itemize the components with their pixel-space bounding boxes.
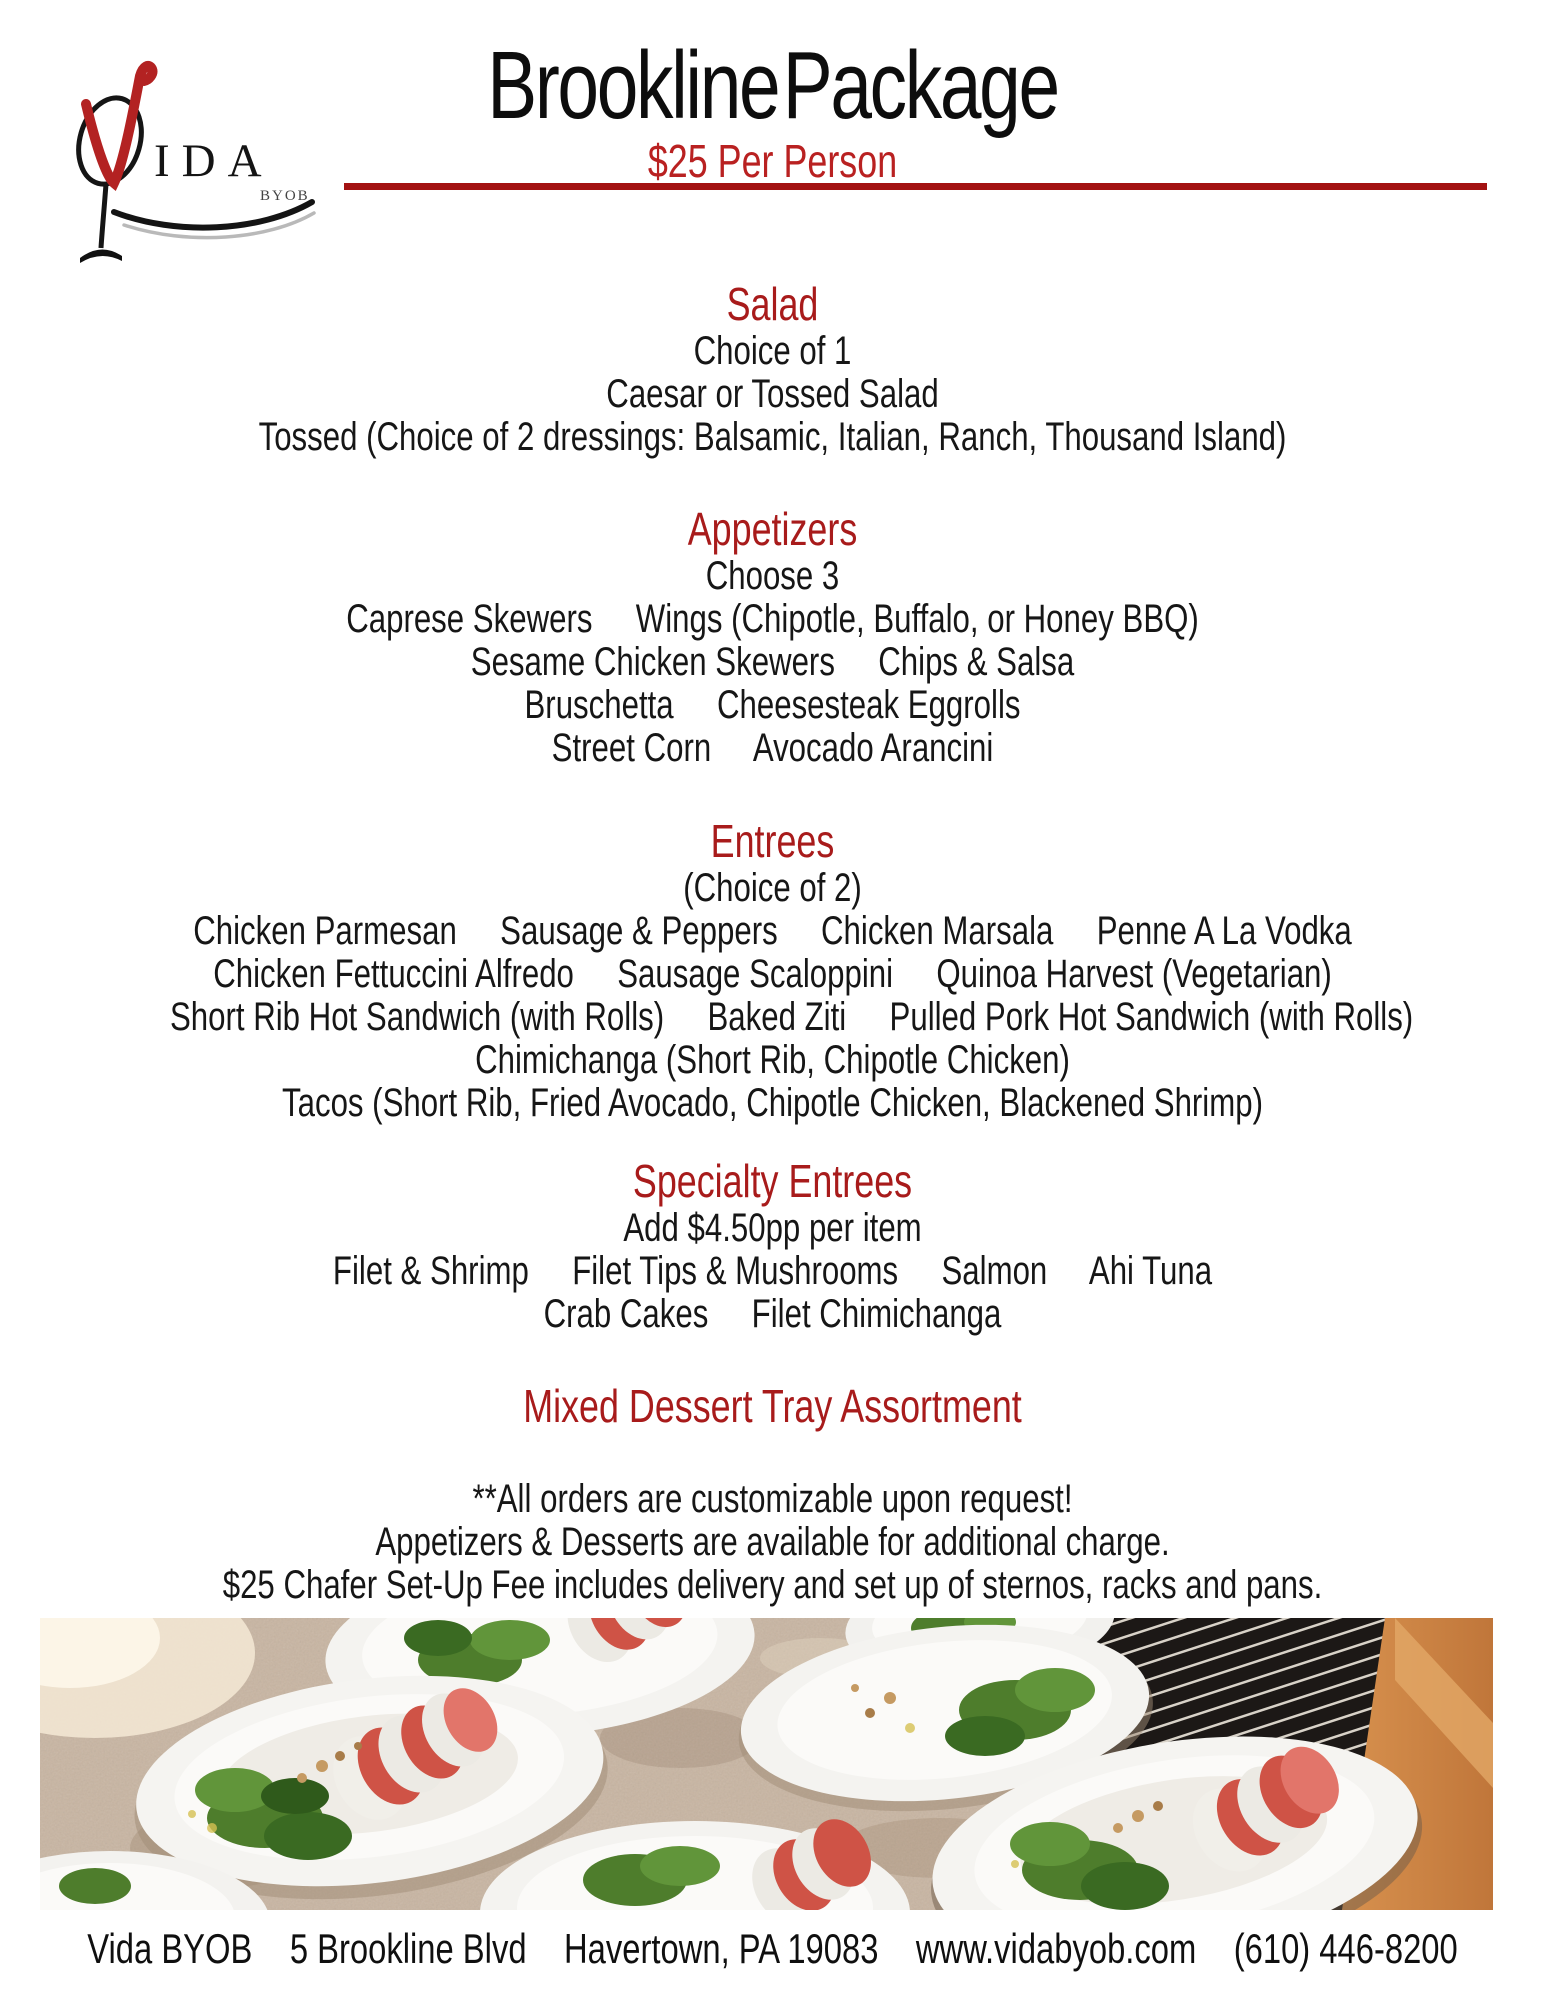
menu-line: Street Corn Avocado Arancini [551, 726, 994, 770]
menu-line: Chicken Fettuccini Alfredo Sausage Scaloppini Quinoa Harvest (Vegetarian) [213, 952, 1332, 996]
note-line: **All orders are customizable upon request! [472, 1477, 1073, 1521]
menu-line: Tossed (Choice of 2 dressings: Balsamic, Italian, Ranch, Thousand Island) [258, 415, 1287, 459]
section-title: Appetizers [687, 503, 858, 555]
menu-line: Tacos (Short Rib, Fried Avocado, Chipotle Chicken, Blackened Shrimp) [282, 1081, 1263, 1125]
section-dessert [170, 1380, 1375, 1432]
section-salad [170, 278, 1375, 459]
footer-contact-line [87, 1925, 1458, 1972]
section-title: Salad [726, 278, 819, 330]
price-subtitle: $25 Per Person [647, 135, 898, 187]
notes [170, 1478, 1375, 1607]
footer-address: 5 Brookline Blvd [289, 1925, 527, 1972]
footer-website: www.vidabyob.com [915, 1925, 1197, 1972]
menu-line: Caesar or Tossed Salad [606, 372, 939, 416]
menu-line: Caprese Skewers Wings (Chipotle, Buffalo, or Honey BBQ) [346, 597, 1199, 641]
caprese-plates-photo [40, 1618, 1493, 1910]
section-specialty-entrees [170, 1155, 1375, 1336]
menu-line: Choose 3 [705, 554, 840, 598]
food-photo [40, 1618, 1493, 1910]
menu-content [87, 0, 1458, 1972]
page-title: Brookline Package [487, 32, 1058, 139]
note-line: Appetizers & Desserts are available for additional charge. [375, 1520, 1170, 1564]
footer-business-name: Vida BYOB [87, 1925, 253, 1972]
section-title: Entrees [710, 815, 835, 867]
menu-line: (Choice of 2) [683, 866, 862, 910]
footer-city: Havertown, PA 19083 [563, 1925, 879, 1972]
menu-line: Chimichanga (Short Rib, Chipotle Chicken) [475, 1038, 1070, 1082]
section-title: Specialty Entrees [632, 1155, 913, 1207]
menu-line: Add $4.50pp per item [623, 1206, 922, 1250]
section-title: Mixed Dessert Tray Assortment [523, 1380, 1022, 1432]
menu-line: Choice of 1 [693, 329, 852, 373]
menu-line: Short Rib Hot Sandwich (with Rolls) Baked Ziti Pulled Pork Hot Sandwich (with Rolls) [169, 995, 1414, 1039]
brand-byob-text: BYOB [260, 188, 310, 204]
section-entrees [169, 815, 1414, 1125]
menu-line: Crab Cakes Filet Chimichanga [543, 1292, 1002, 1336]
note-line: $25 Chafer Set-Up Fee includes delivery and set up of sternos, racks and pans. [222, 1563, 1323, 1607]
menu-line: Filet & Shrimp Filet Tips & Mushrooms Salmon Ahi Tuna [332, 1249, 1213, 1293]
brand-name-text: IDA [154, 135, 274, 187]
menu-line: Bruschetta Cheesesteak Eggrolls [524, 683, 1021, 727]
menu-line: Chicken Parmesan Sausage & Peppers Chicken Marsala Penne A La Vodka [193, 909, 1352, 953]
menu-line: Sesame Chicken Skewers Chips & Salsa [470, 640, 1075, 684]
section-appetizers [170, 503, 1375, 770]
footer-phone: (610) 446-8200 [1233, 1925, 1458, 1972]
